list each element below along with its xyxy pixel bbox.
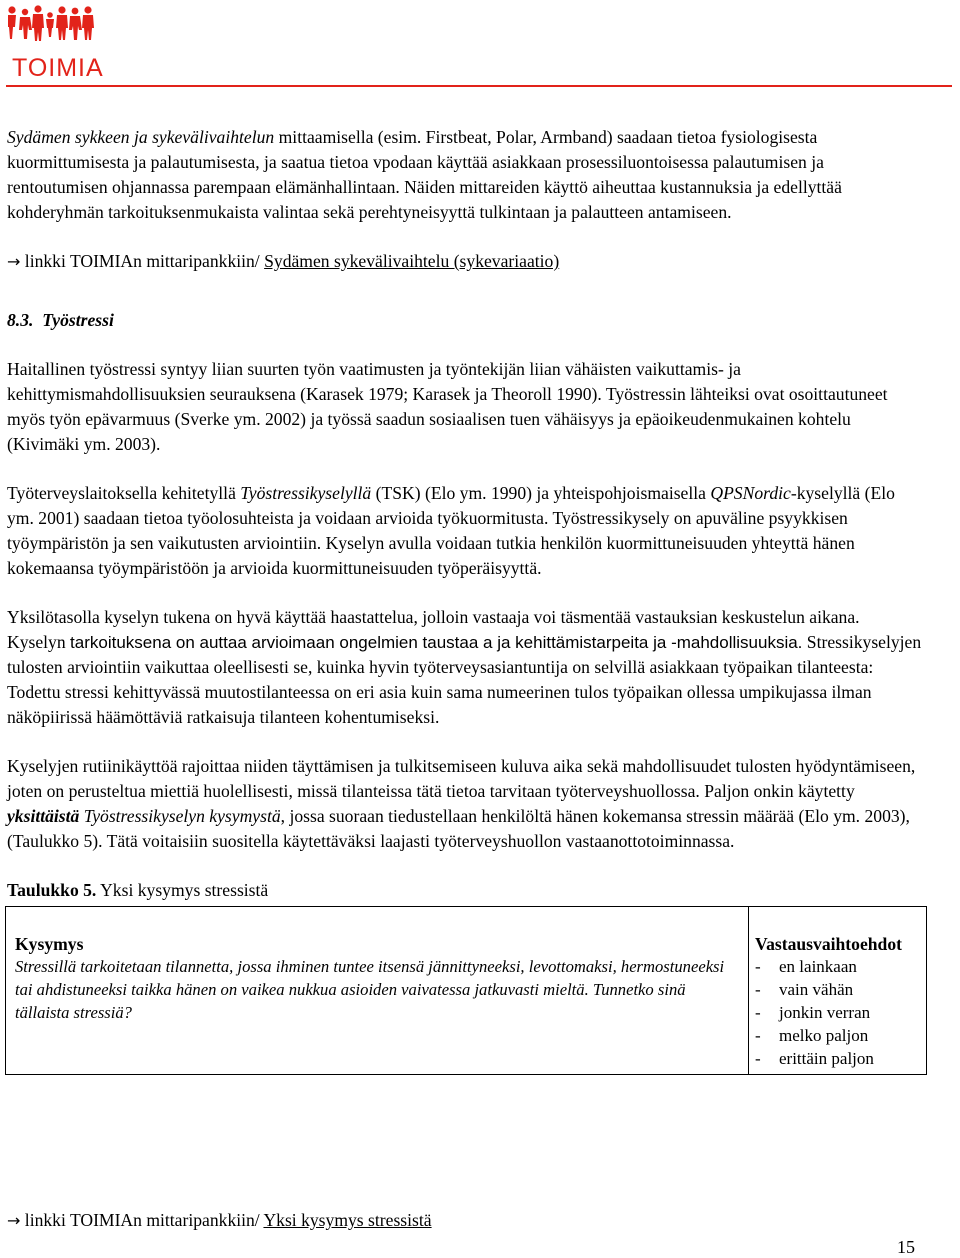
answers-cell <box>749 907 927 1075</box>
link-line-single-question <box>7 1208 432 1233</box>
link-prefix: linkki TOIMIAn mittaripankkiin/ <box>20 251 265 271</box>
paragraph-work-stress: Haitallinen työstressi syntyy liian suurten työn vaatimusten ja työntekijän liian vähäisten vaikuttamis- ja kehittymismahdollisuuksien seurauksena (Karasek 1979; Karasek ja Theoroll 1990). Työstressin lähteiksi ovat osoittautuneet myös työn epävarmuus (Sverke ym. 2002) ja työssä saadun sosiaalisen tuen vähäisyys ja epäoikeudenmukainen kohtelu (Kivimäki ym. 2003). <box>7 359 888 454</box>
dash: - <box>755 1049 761 1068</box>
section-heading <box>7 308 922 333</box>
question-text: Stressillä tarkoitetaan tilannetta, jossa ihminen tuntee itsensä jännittyneeksi, levottomaksi, hermostuneeksi tai ahdistuneeksi taikka hänen on vaikea nukkua asioiden vaivatessa jatkuvasti mieltä. Tunnetko sinä tällaista stressiä? <box>15 957 725 1022</box>
italic-run: Työstressikyselyn kysymystä <box>79 806 281 826</box>
question-cell <box>6 907 749 1075</box>
link-prefix: linkki TOIMIAn mittaripankkiin/ <box>20 1210 264 1230</box>
text-run: Työterveyslaitoksella kehitetyllä <box>7 483 241 503</box>
question-header: Kysymys <box>15 934 84 954</box>
table-caption-text: Yksi kysymys stressistä <box>96 880 269 900</box>
sans-run: tarkoituksena on auttaa arvioimaan ongelmien taustaa a ja kehittämistarpeita ja -mahdollisuuksia. <box>70 633 803 652</box>
paragraph-routine-use <box>7 754 922 854</box>
text-run: , jossa suoraan tiedustellaan henkilöltä hänen kokemansa stressin määrää (Elo ym. 2003), (Taulukko 5). Tätä voitaisiin suositella käytettäväksi laajasti työterveyshuollon vastaanottotoiminnassa. <box>7 806 910 851</box>
document-body <box>7 125 922 1075</box>
answers-header: Vastausvaihtoehdot <box>755 934 902 954</box>
section-title: Työstressi <box>42 310 114 330</box>
right-arrow-icon: → <box>7 1211 21 1230</box>
text-run: Stressikyselyjen tulosten arviointiin vaikuttaa oleellisesti se, kuinka hyvin työterveysasiantuntija on selvillä asiakkaan työpaikan tilanteesta: Todettu stressi kehittyvässä muutostilanteessa on eri asia kuin sama numeerinen tulos työpaikan ollessa umpikujassa ilman näköpiirissä häämöttäviä ratkaisuja tilanteen kohentumiseksi. <box>7 632 922 727</box>
answer-label: jonkin verran <box>779 1003 871 1022</box>
bold-italic-run: yksittäistä <box>7 806 80 826</box>
italic-run: Työstressikyselyllä <box>240 483 372 503</box>
dash: - <box>755 980 761 999</box>
header-rule <box>6 85 952 87</box>
answer-option <box>755 1047 922 1070</box>
paragraph-interview <box>7 605 922 730</box>
link-line-hrv <box>7 249 922 274</box>
answer-option <box>755 1001 922 1024</box>
table-caption-label: Taulukko 5. <box>7 880 97 900</box>
paragraph-tsk <box>7 481 922 581</box>
italic-lead: Sydämen sykkeen ja sykevälivaihtelun <box>7 127 275 147</box>
table-row <box>6 907 927 1075</box>
section-number: 8.3. <box>7 310 34 330</box>
right-arrow-icon: → <box>7 252 21 271</box>
answer-label: melko paljon <box>779 1026 869 1045</box>
answer-label: en lainkaan <box>779 957 857 976</box>
logo-wordmark: TOIMIA <box>12 54 104 82</box>
dash: - <box>755 1026 761 1045</box>
answer-option <box>755 955 922 978</box>
people-figures-icon <box>6 4 98 50</box>
answer-label: vain vähän <box>779 980 854 999</box>
text-run: Yksilötasolla kyselyn tukena on hyvä käyttää haastattelua, jolloin vastaaja voi täsmentää vastauksian keskustelun aikana. Kyselyn <box>7 607 860 652</box>
paragraph-heart-rate <box>7 125 922 225</box>
toimia-logo <box>6 4 104 82</box>
italic-run: QPSNordic <box>710 483 791 503</box>
text-run: Kyselyjen rutiinikäyttöä rajoittaa niiden täyttämisen ja tulkitsemiseen kuluva aika sekä mahdollisuudet tulosten hyödyntämiseen, joten on perusteltua miettiä huolellisesti, missä tilanteissa tätä tietoa tarvitaan työterveyshuollossa. Paljon onkin käytetty <box>7 756 916 801</box>
link-sykevalivaihtelu[interactable]: Sydämen sykevälivaihtelu (sykevariaatio) <box>264 251 560 271</box>
answer-option <box>755 1024 922 1047</box>
stress-question-table <box>5 906 927 1075</box>
text-run: -kyselyllä (Elo ym. 2001) saadaan tietoa työolosuhteista ja voidaan arvioida työkuormitusta. Työstressikysely on apuväline psyykkisen työympäristön ja sen vaikutusten arviointiin. Kyselyn avulla voidaan tutkia henkilön kuormittuneisuuden yhteyttä hänen kokemaansa työympäristöön ja arvioida kuormittuneisuuden työperäisyyttä. <box>7 483 895 578</box>
table-caption <box>7 878 922 903</box>
dash: - <box>755 957 761 976</box>
answer-label: erittäin paljon <box>779 1049 874 1068</box>
link-yksi-kysymys[interactable]: Yksi kysymys stressistä <box>263 1210 432 1230</box>
text-run: (TSK) (Elo ym. 1990) ja yhteispohjoismaisella <box>371 483 711 503</box>
paragraph-text: mittaamisella (esim. Firstbeat, Polar, Armband) saadaan tietoa fysiologisesta kuormittumisesta ja palautumisesta, ja saatua tietoa vpodaan käyttää asiakkaan prosessiluontoisessa palautumisen ja rentoutumisen ohjannassa parempaan elämänhallintaan. Näiden mittareiden käyttö aiheuttaa kustannuksia ja edellyttää kohderyhmän tarkoituksenmukaista valintaa sekä perehtyneisyyttä tulkintaan ja palautteen antamiseen. <box>7 127 842 222</box>
dash: - <box>755 1003 761 1022</box>
page-number: 15 <box>897 1237 915 1257</box>
answer-option <box>755 978 922 1001</box>
